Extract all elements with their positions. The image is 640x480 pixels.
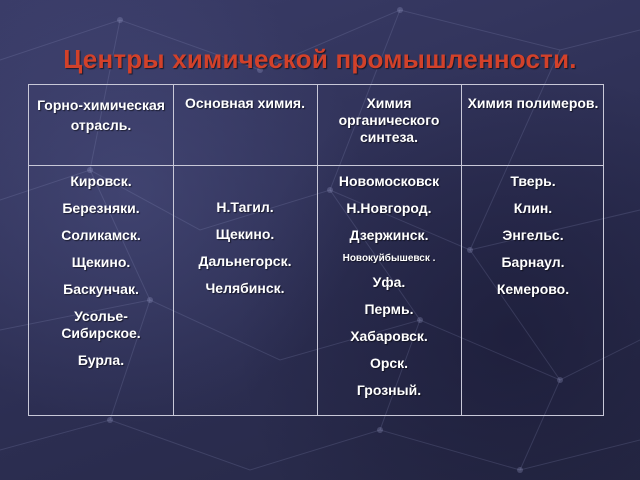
basic-centers-list <box>177 199 313 297</box>
list-item: Орск. <box>369 355 409 371</box>
list-item: Щекино. <box>215 226 275 242</box>
page-title: Центры химической промышленности. <box>63 44 577 74</box>
column-divider <box>173 85 174 415</box>
list-item: Тверь. <box>510 173 556 189</box>
list-item: Соликамск. <box>61 227 141 243</box>
list-item: Баскунчак. <box>63 281 139 297</box>
list-item: Кировск. <box>70 173 132 189</box>
header-organic-synthesis: Химия органического синтеза. <box>338 95 440 145</box>
list-item: Клин. <box>513 200 553 216</box>
list-item: Щекино. <box>71 254 131 270</box>
mining-centers-list <box>33 173 169 369</box>
list-item: Пермь. <box>364 301 414 317</box>
polymer-centers-list <box>465 173 601 298</box>
list-item: Н.Новгород. <box>346 200 432 216</box>
column-divider <box>461 85 462 415</box>
list-item: Энгельс. <box>502 227 564 243</box>
list-item: Новокуйбышевск . <box>342 253 436 264</box>
list-item: Барнаул. <box>501 254 565 270</box>
chemistry-centers-table <box>28 84 604 416</box>
list-item: Дзержинск. <box>349 227 429 243</box>
list-item: Усолье-Сибирское. <box>61 308 141 341</box>
list-item: Березняки. <box>62 200 140 216</box>
list-item: Новомосковск <box>338 173 440 189</box>
list-item: Дальнегорск. <box>198 253 292 269</box>
list-item: Н.Тагил. <box>216 199 274 215</box>
organic-centers-list <box>321 173 457 399</box>
list-item: Хабаровск. <box>350 328 428 344</box>
header-polymer-chemistry: Химия полимеров. <box>467 95 599 111</box>
header-basic-chemistry: Основная химия. <box>184 95 305 111</box>
list-item: Бурла. <box>77 352 125 368</box>
header-mining-chemistry: Горно-химическая отрасль. <box>37 97 165 133</box>
list-item: Челябинск. <box>205 280 285 296</box>
list-item: Кемерово. <box>496 281 570 297</box>
header-divider <box>29 165 603 166</box>
list-item: Уфа. <box>372 274 406 290</box>
column-divider <box>317 85 318 415</box>
list-item: Грозный. <box>356 382 422 398</box>
